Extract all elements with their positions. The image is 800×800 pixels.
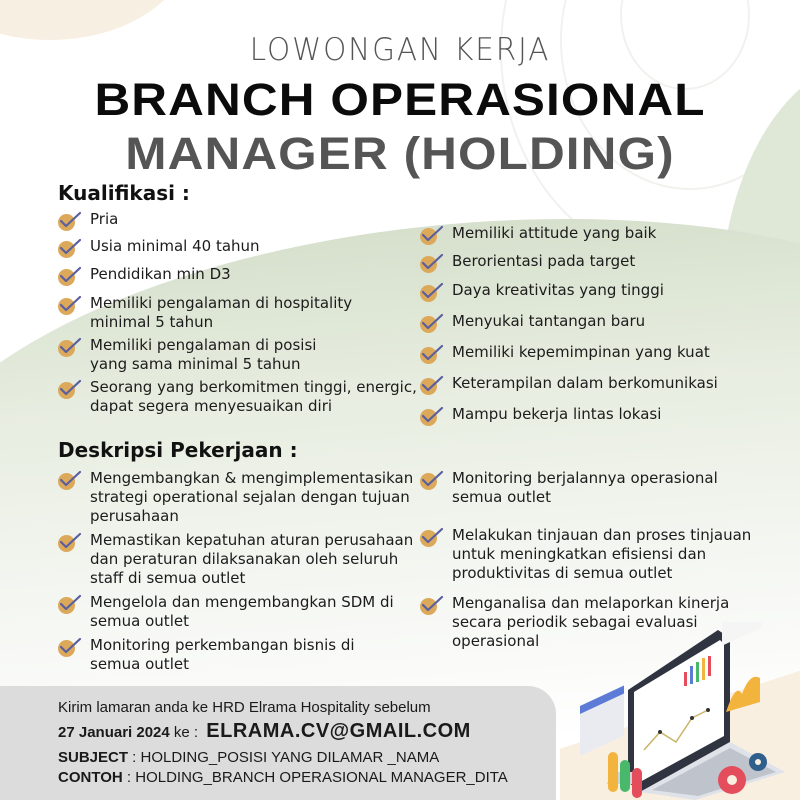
application-info: [58, 698, 558, 788]
check-icon: [420, 375, 444, 395]
check-icon: [58, 211, 82, 231]
example-value: : HOLDING_BRANCH OPERASIONAL MANAGER_DITA: [122, 769, 508, 786]
list-item: [420, 469, 730, 526]
check-icon: [420, 225, 444, 245]
email-link[interactable]: ELRAMA.CV@GMAIL.COM: [206, 720, 471, 742]
list-item: [420, 526, 770, 594]
item-text: Menganalisa dan melaporkan kinerja secara periodik sebagai evaluasi operasional: [452, 594, 730, 650]
check-icon: [58, 266, 82, 286]
check-icon: [420, 282, 444, 302]
list-item: [58, 294, 378, 336]
list-item: [420, 224, 760, 252]
item-text: Berorientasi pada target: [452, 252, 636, 270]
item-text: Pria: [90, 210, 119, 228]
qualifications-list-left: [58, 210, 418, 420]
item-text: Memiliki pengalaman di hospitality minimal 5 tahun: [90, 294, 353, 331]
item-text: Pendidikan min D3: [90, 265, 231, 283]
item-text: Keterampilan dalam berkomunikasi: [452, 374, 718, 392]
item-text: Seorang yang berkomitmen tinggi, energic, dapat segera menyesuaikan diri: [90, 378, 417, 415]
item-text: Mengelola dan mengembangkan SDM di semua outlet: [90, 593, 394, 630]
list-item: [58, 531, 423, 593]
example-label: CONTOH: [58, 769, 123, 786]
item-text: Monitoring perkembangan bisnis di semua outlet: [90, 636, 355, 673]
item-text: Memiliki attitude yang baik: [452, 224, 657, 242]
list-item: [420, 252, 760, 281]
job-description-list-left: [58, 469, 423, 678]
poster-header: [0, 30, 800, 180]
list-item: [58, 336, 358, 378]
list-item: [420, 281, 760, 312]
item-text: Monitoring berjalannya operasional semua outlet: [452, 469, 718, 506]
item-text: Usia minimal 40 tahun: [90, 237, 260, 255]
item-text: Memiliki kepemimpinan yang kuat: [452, 343, 710, 361]
subject-value: : HOLDING_POSISI YANG DILAMAR _NAMA: [128, 749, 440, 766]
item-text: Menyukai tantangan baru: [452, 312, 646, 330]
example-line: [58, 768, 558, 788]
to-label: ke :: [169, 724, 199, 741]
list-item: [58, 469, 423, 531]
item-text: Memastikan kepatuhan aturan perusahaan dan peraturan dilaksanakan oleh seluruh staff di semua outlet: [90, 531, 414, 587]
deadline-date: 27 Januari 2024: [58, 724, 170, 741]
check-icon: [420, 595, 444, 615]
list-item: [420, 405, 760, 433]
subject-label: SUBJECT: [58, 749, 129, 766]
kicker-text: LOWONGAN KERJA: [249, 32, 551, 68]
check-icon: [58, 238, 82, 258]
check-icon: [58, 337, 82, 357]
item-text: Melakukan tinjauan dan proses tinjauan untuk meningkatkan efisiensi dan produktivitas di semua outlet: [452, 526, 752, 582]
check-icon: [420, 313, 444, 333]
item-text: Mengembangkan & mengimplementasikan strategi operational sejalan dengan tujuan perusahaan: [90, 469, 414, 525]
check-icon: [58, 295, 82, 315]
check-icon: [420, 470, 444, 490]
subject-line: [58, 748, 558, 768]
list-item: [420, 374, 760, 405]
check-icon: [420, 344, 444, 364]
item-text: Mampu bekerja lintas lokasi: [452, 405, 662, 423]
item-text: Memiliki pengalaman di posisi yang sama minimal 5 tahun: [90, 336, 317, 373]
check-icon: [58, 379, 82, 399]
job-description-heading: Deskripsi Pekerjaan :: [58, 438, 298, 462]
item-text: Daya kreativitas yang tinggi: [452, 281, 664, 299]
list-item: [58, 265, 418, 294]
job-title-line1: BRANCH OPERASIONAL: [94, 74, 706, 125]
job-title-line2: MANAGER (HOLDING): [125, 128, 675, 179]
list-item: [58, 593, 398, 636]
list-item: [58, 636, 358, 678]
check-icon: [58, 594, 82, 614]
list-item: [420, 343, 760, 374]
list-item: [58, 237, 418, 265]
deadline-line: [58, 720, 558, 744]
qualifications-heading: Kualifikasi :: [58, 181, 190, 205]
check-icon: [58, 532, 82, 552]
check-icon: [420, 406, 444, 426]
qualifications-list-right: [420, 224, 760, 433]
list-item: [58, 210, 418, 237]
check-icon: [58, 470, 82, 490]
list-item: [58, 378, 418, 420]
check-icon: [58, 637, 82, 657]
list-item: [420, 312, 760, 343]
apply-instruction: Kirim lamaran anda ke HRD Elrama Hospitality sebelum: [58, 699, 431, 716]
laptop-analytics-illustration: [580, 622, 800, 800]
check-icon: [420, 527, 444, 547]
check-icon: [420, 253, 444, 273]
